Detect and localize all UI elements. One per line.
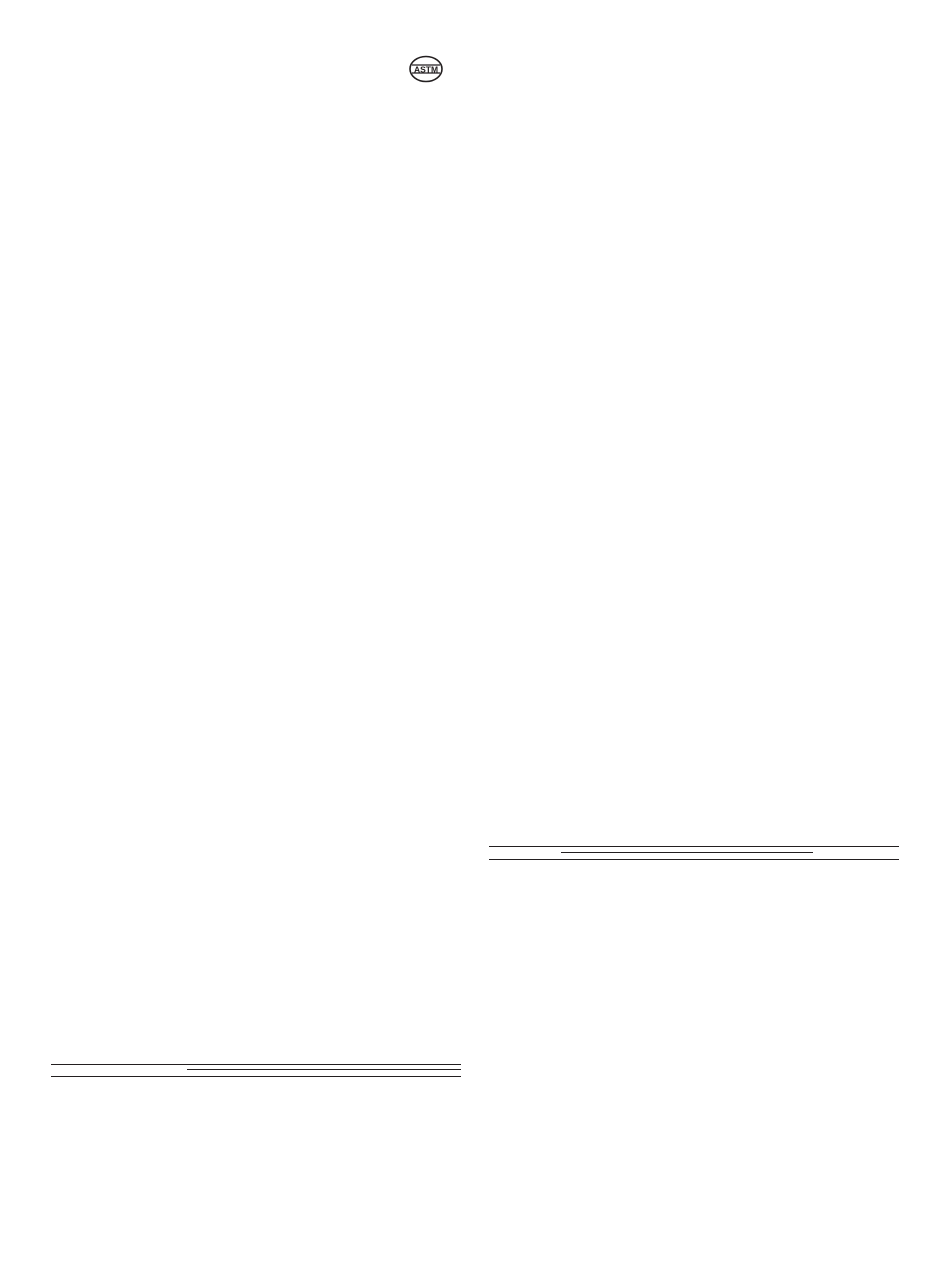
torsional-strength-table [489,846,899,860]
svg-text:ASTM: ASTM [413,64,439,75]
column-header [561,853,646,860]
astm-logo-icon [408,55,444,83]
column-header [324,1070,461,1077]
page-header [0,55,950,85]
table-1 [51,1050,461,1077]
column-header [730,853,813,860]
column-header [187,1070,324,1077]
column-header [813,847,899,860]
column-header [646,853,730,860]
table-2 [489,840,899,860]
left-column [51,92,461,109]
right-column [489,92,899,109]
chemical-requirements-table [51,1064,461,1077]
column-header [489,847,561,860]
